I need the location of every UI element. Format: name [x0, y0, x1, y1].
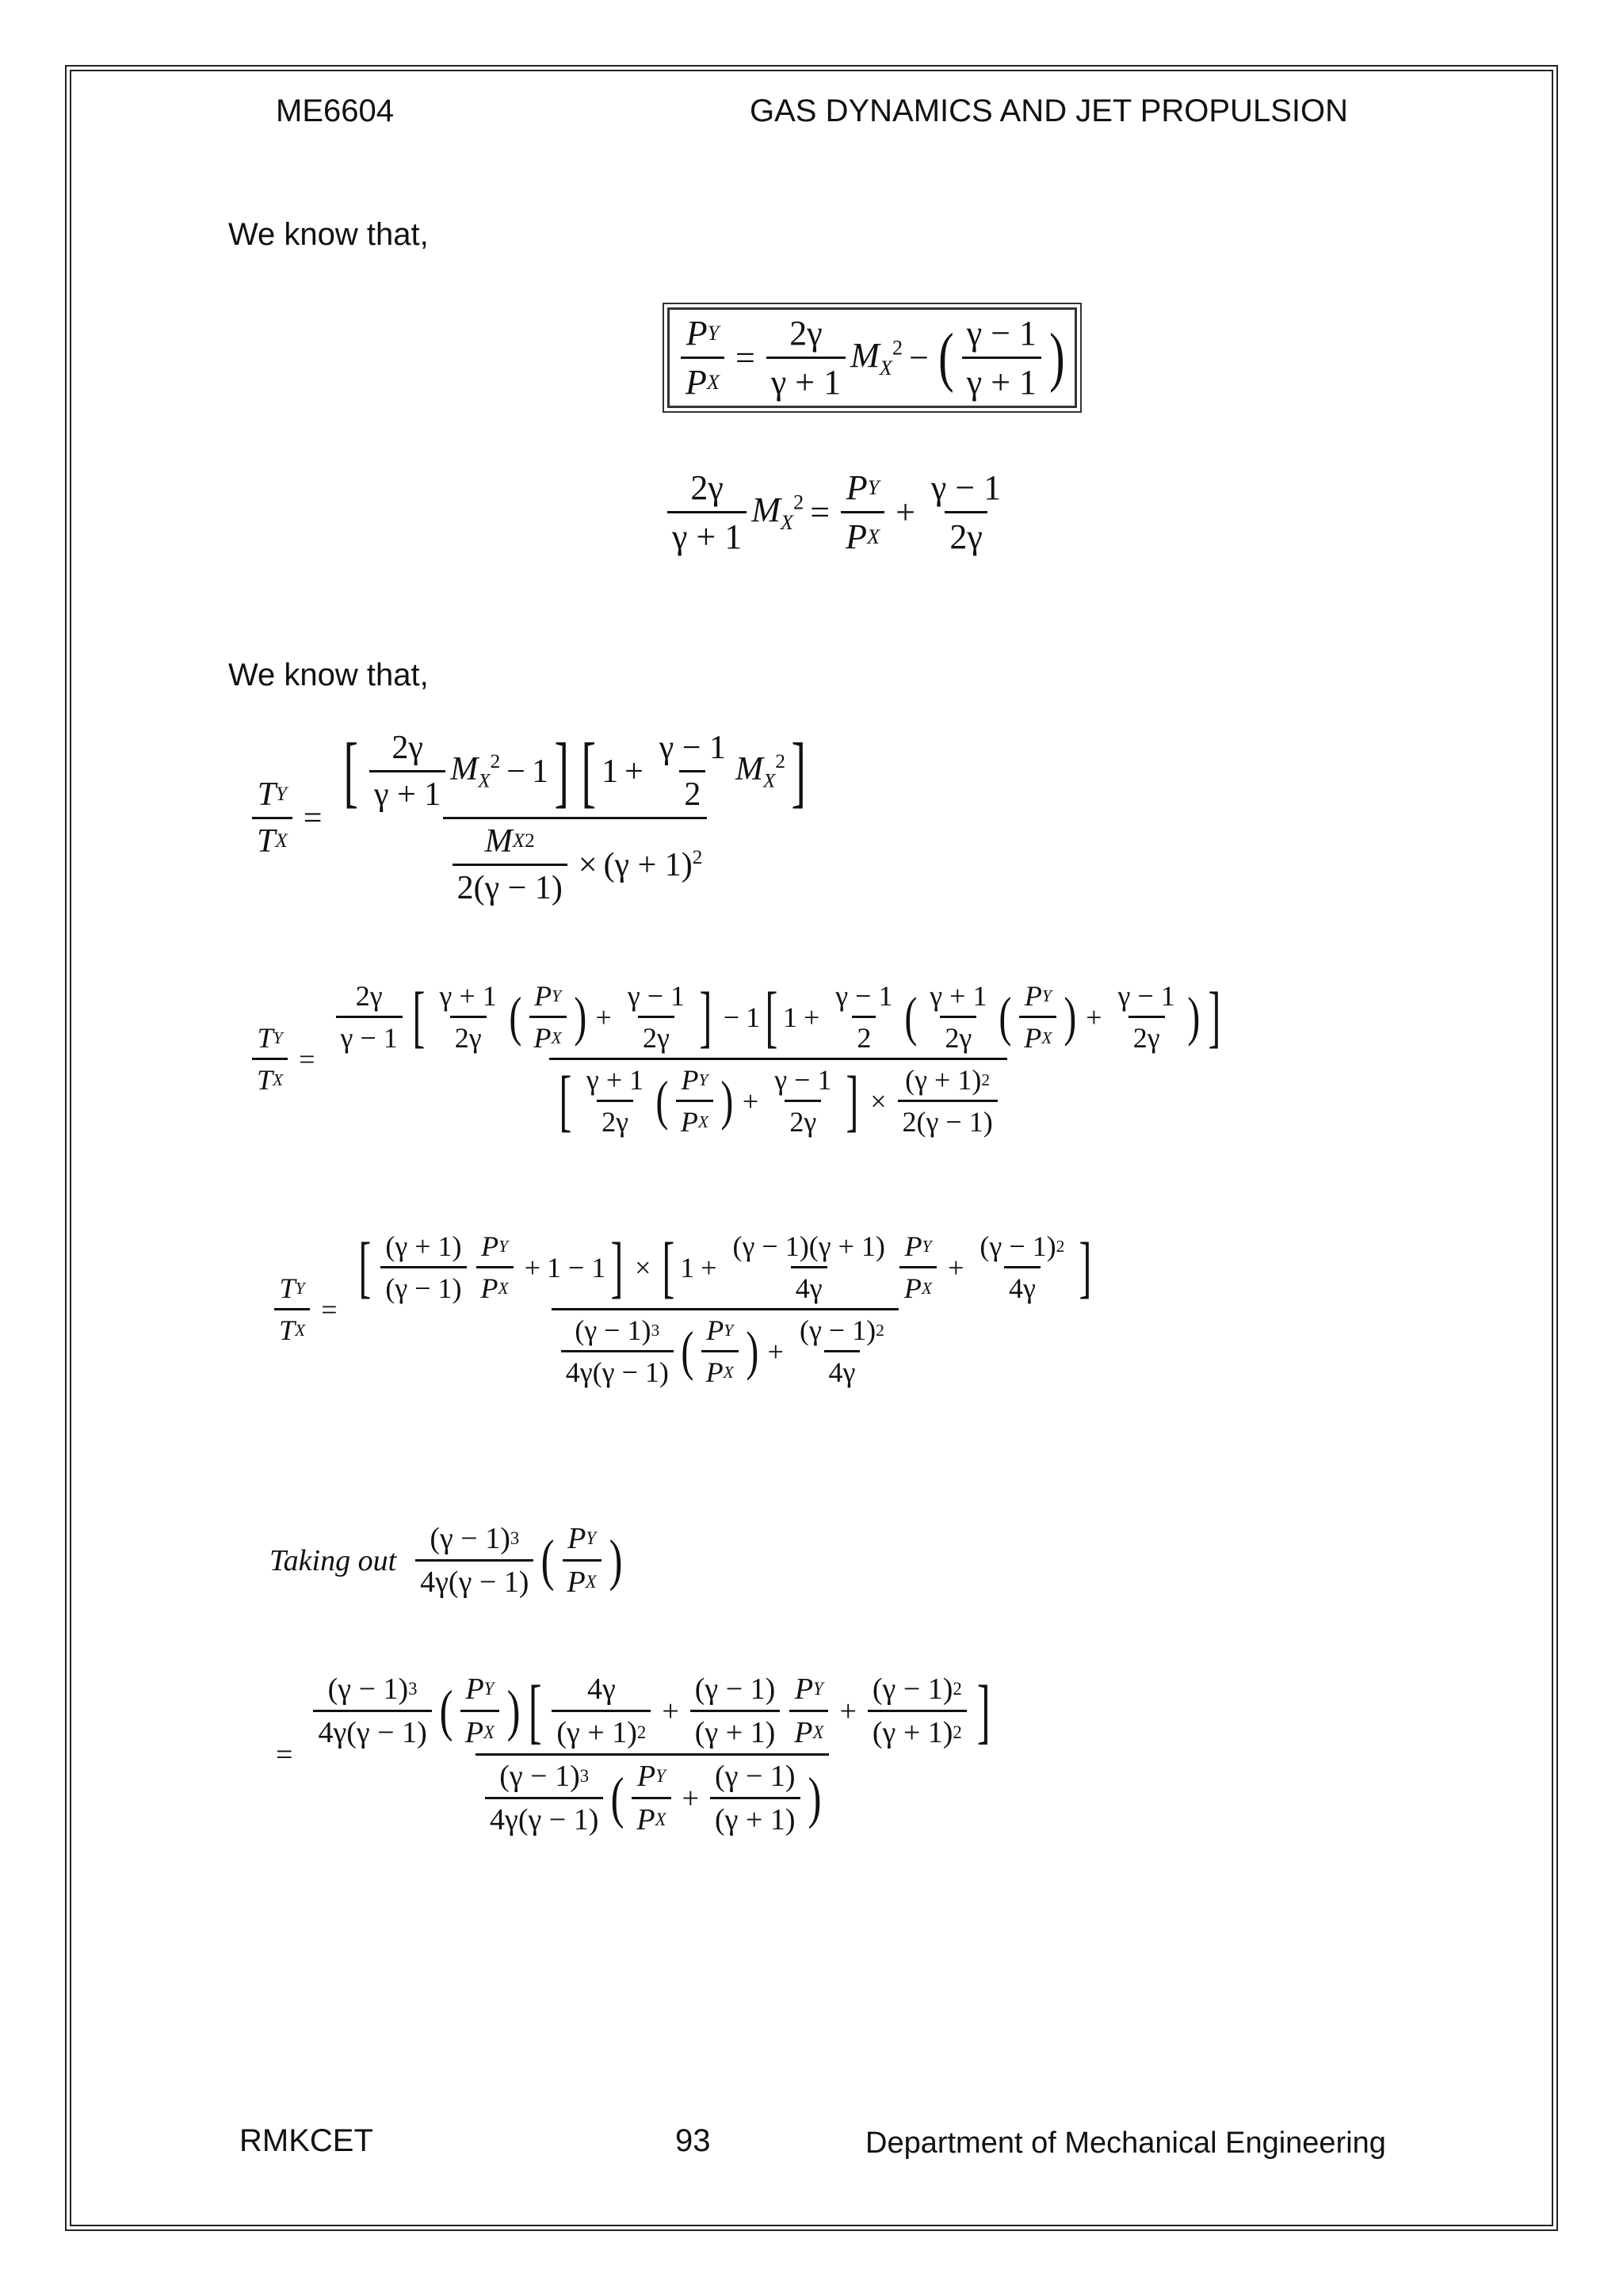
course-code: ME6604 [276, 93, 394, 128]
intro-text-1: We know that, [228, 217, 429, 252]
taking-out-label: Taking out [269, 1543, 397, 1577]
equation-temperature-ratio-2: T Y T X = $\frac{2\gamma}{\gamma - 1}$ [ $\frac{\gamma + 1}{2\gamma}$ ( P Y P X ) + $\frac{\gamma - 1}{2\gamma}$ ] − 1 [ 1 + $\frac{\gamma - 1}{2}$ ( $\frac{\gamma + 1}{2\gamma}$ ( P Y P X ) + $\frac{\gamma - 1}{2\gamma}$ ) ] [ $\frac{\gamma + 1}{2\gamma}$ ( P Y P X ) + $\frac{\gamma - 1}{2\gamma}$ ] × (γ + 1) 2 2(γ − 1) [247, 979, 1235, 1138]
footer-page-number: 93 [675, 2123, 711, 2158]
footer-institution: RMKCET [239, 2123, 373, 2158]
equation-factored-result: = (γ − 1) 3 4γ(γ − 1) ( P Y P X ) [ 4γ (γ + 1) 2 + $\frac{(\gamma - 1)}{(\gamma + 1)}$ P Y P X + (γ − 1) 2 (γ + 1) 2 ] (γ − 1) 3 4γ(γ − 1) ( P Y P X + $\frac{(\gamma - 1)}{(\gamma + 1)}$ ) [276, 1670, 991, 1836]
intro-text-2: We know that, [228, 658, 429, 692]
equation-mach-expression: $\frac{2\gamma}{\gamma + 1}$ $M_X^2$ = P Y P X + $\frac{\gamma - 1}{2\gamma}$ [663, 467, 1010, 557]
equation-temperature-ratio-3: T Y T X = [ $\frac{(\gamma + 1)}{(\gamma - 1)}$ P Y P X + 1 − 1 ] × [ 1 + $\frac{(\gamma - 1)(\gamma + 1)}{4\gamma}$ P Y P X + (γ − 1) 2 4γ ] (γ − 1) 3 4γ(γ − 1) ( P Y P X ) + (γ − 1) 2 4γ [269, 1230, 1106, 1389]
equation-temperature-ratio-1: T Y T X = [ $\frac{2\gamma}{\gamma + 1}$ $M_X^2$ − 1 ] [ 1 + $\frac{\gamma - 1}{2}$ $M_X^2$ ] M X 2 2(γ − 1) × $(\gamma + 1)^2$ [247, 729, 822, 907]
course-title: GAS DYNAMICS AND JET PROPULSION [750, 93, 1348, 128]
equation-pressure-ratio: P Y P X = $\frac{2\gamma}{\gamma + 1}$ $M_X^2$ − ( $\frac{\gamma - 1}{\gamma + 1}$ ) [667, 307, 1077, 408]
taking-out-expression: Taking out (γ − 1) 3 4γ(γ − 1) ( P Y P X ) [269, 1522, 623, 1599]
footer-department: Department of Mechanical Engineering [865, 2126, 1386, 2160]
